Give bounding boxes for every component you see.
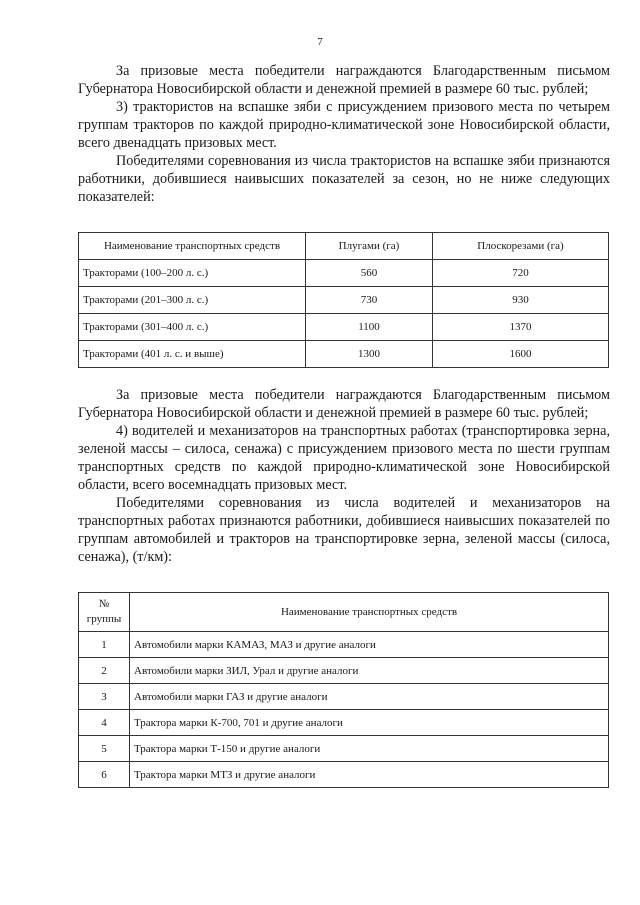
table-row bbox=[79, 632, 609, 658]
table-cell: 1 bbox=[79, 632, 130, 658]
column-header: Наименование транспортных средств bbox=[130, 593, 609, 632]
table-header-row bbox=[79, 233, 609, 260]
table-cell: 720 bbox=[433, 260, 609, 287]
column-header: Плоскорезами (га) bbox=[433, 233, 609, 260]
table-row bbox=[79, 710, 609, 736]
table-cell: Трактора марки МТЗ и другие аналоги bbox=[130, 762, 609, 788]
table-row bbox=[79, 762, 609, 788]
transport-groups-table bbox=[78, 592, 609, 788]
paragraph: 4) водителей и механизаторов на транспортных работах (транспортировка зерна, зеленой массы – силоса, сенажа) с присуждением призового места по шести группам транспортных средств по каждой природно-климатической зоне Новосибирской области, всего восемнадцать призовых мест. bbox=[78, 423, 610, 493]
page-number: 7 bbox=[317, 36, 323, 48]
paragraph: За призовые места победители награждаются Благодарственным письмом Губернатора Новосибирской области и денежной премией в размере 60 тыс. рублей; bbox=[78, 387, 610, 421]
table-row bbox=[79, 314, 609, 341]
table-cell: 2 bbox=[79, 658, 130, 684]
column-header: № группы bbox=[79, 593, 130, 632]
table-cell: 3 bbox=[79, 684, 130, 710]
table-row bbox=[79, 684, 609, 710]
table-cell: 560 bbox=[306, 260, 433, 287]
table-cell: 1100 bbox=[306, 314, 433, 341]
table-cell: Автомобили марки КАМАЗ, МАЗ и другие аналоги bbox=[130, 632, 609, 658]
table-cell: Тракторами (401 л. с. и выше) bbox=[79, 341, 306, 368]
table-cell: 1370 bbox=[433, 314, 609, 341]
table-cell: Трактора марки Т-150 и другие аналоги bbox=[130, 736, 609, 762]
paragraph: 3) трактористов на вспашке зяби с присуждением призового места по четырем группам тракторов по каждой природно-климатической зоне Новосибирской области, всего двенадцать призовых мест. bbox=[78, 99, 610, 151]
text-block-top bbox=[78, 62, 610, 206]
column-header: Плугами (га) bbox=[306, 233, 433, 260]
table-header-row bbox=[79, 593, 609, 632]
table-row bbox=[79, 736, 609, 762]
column-header: Наименование транспортных средств bbox=[79, 233, 306, 260]
table-cell: Трактора марки К-700, 701 и другие аналоги bbox=[130, 710, 609, 736]
table-cell: 930 bbox=[433, 287, 609, 314]
table-row bbox=[79, 658, 609, 684]
table-row bbox=[79, 341, 609, 368]
paragraph: Победителями соревнования из числа трактористов на вспашке зяби признаются работники, добившиеся наивысших показателей за сезон, но не ниже следующих показателей: bbox=[78, 153, 610, 205]
table-cell: Тракторами (100–200 л. с.) bbox=[79, 260, 306, 287]
plowing-norms-table bbox=[78, 232, 609, 368]
table-cell: 730 bbox=[306, 287, 433, 314]
table-cell: 4 bbox=[79, 710, 130, 736]
table-cell: 6 bbox=[79, 762, 130, 788]
paragraph: Победителями соревнования из числа водителей и механизаторов на транспортных работах признаются работники, добившиеся наивысших показателей по группам автомобилей и тракторов на транспортировке зерна, зеленой массы (силоса, сенажа), (т/км): bbox=[78, 495, 610, 565]
table-cell: 5 bbox=[79, 736, 130, 762]
paragraph: За призовые места победители награждаются Благодарственным письмом Губернатора Новосибирской области и денежной премией в размере 60 тыс. рублей; bbox=[78, 63, 610, 97]
table-cell: Тракторами (301–400 л. с.) bbox=[79, 314, 306, 341]
table-cell: Автомобили марки ЗИЛ, Урал и другие аналоги bbox=[130, 658, 609, 684]
table-row bbox=[79, 287, 609, 314]
table-cell: 1600 bbox=[433, 341, 609, 368]
text-block-middle bbox=[78, 386, 610, 566]
table-cell: 1300 bbox=[306, 341, 433, 368]
table-cell: Тракторами (201–300 л. с.) bbox=[79, 287, 306, 314]
table-cell: Автомобили марки ГАЗ и другие аналоги bbox=[130, 684, 609, 710]
table-row bbox=[79, 260, 609, 287]
